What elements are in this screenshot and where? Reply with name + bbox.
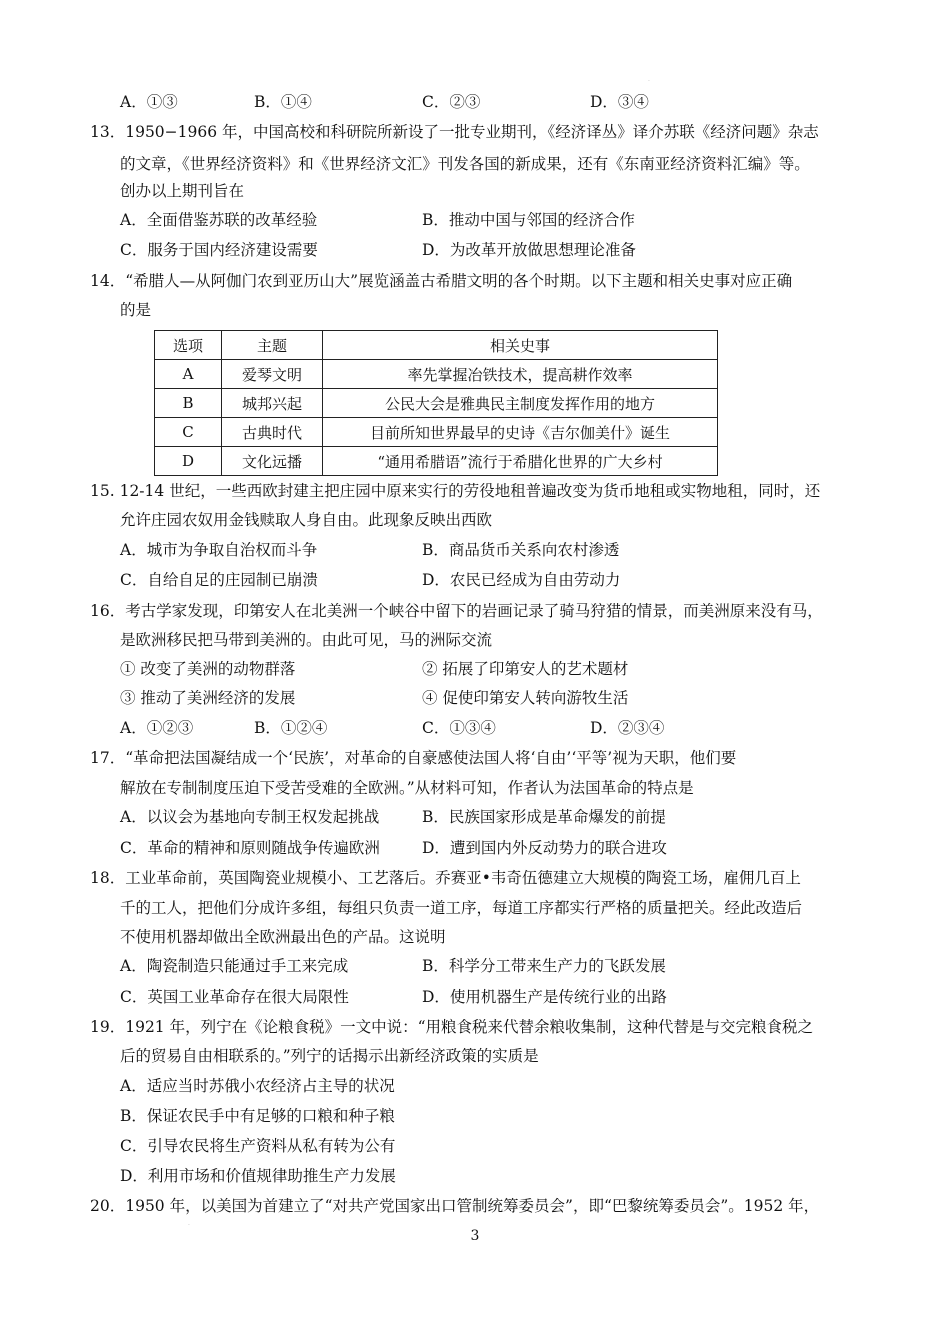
q15-option-a: A．城市为争取自治权而斗争 <box>120 541 318 559</box>
table-row <box>155 447 718 476</box>
q12-option-c: C．②③ <box>422 93 481 111</box>
q16-option-d: D．②③④ <box>590 719 665 737</box>
q13-stem-line: 13．1950−1966 年，中国高校和科研院所新设了一批专业期刊，《经济译丛》译介苏联《经济问题》杂志 <box>90 123 819 141</box>
q12-option-d: D．③④ <box>590 93 649 111</box>
table-cell: 公民大会是雅典民主制度发挥作用的地方 <box>323 389 718 418</box>
q15-stem-line: 允许庄园农奴用金钱赎取人身自由。此现象反映出西欧 <box>120 511 493 529</box>
table-cell: 城邦兴起 <box>222 389 323 418</box>
q18-option-b: B．科学分工带来生产力的飞跃发展 <box>422 957 666 975</box>
q17-option-d: D．遭到国内外反动势力的联合进攻 <box>422 839 667 857</box>
q15-option-d: D．农民已经成为自由劳动力 <box>422 571 621 589</box>
q16-item-4: ④ 促使印第安人转向游牧生活 <box>422 689 629 707</box>
table-cell: 目前所知世界最早的史诗《吉尔伽美什》诞生 <box>323 418 718 447</box>
table-header-row <box>155 331 718 360</box>
table-cell: A <box>155 360 222 389</box>
q13-option-a: A．全面借鉴苏联的改革经验 <box>120 211 318 229</box>
q18-stem-line: 18．工业革命前，英国陶瓷业规模小、工艺落后。乔赛亚•韦奇伍德建立大规模的陶瓷工场，雇佣几百上 <box>90 869 801 887</box>
table-row <box>155 418 718 447</box>
q17-option-a: A．以议会为基地向专制王权发起挑战 <box>120 808 380 826</box>
q16-item-1: ① 改变了美洲的动物群落 <box>120 660 296 678</box>
table-cell: B <box>155 389 222 418</box>
q19-option-b: B．保证农民手中有足够的口粮和种子粮 <box>120 1107 395 1125</box>
q17-option-b: B．民族国家形成是革命爆发的前提 <box>422 808 666 826</box>
table-row <box>155 360 718 389</box>
q16-item-2: ② 拓展了印第安人的艺术题材 <box>422 660 629 678</box>
q19-option-d: D．利用市场和价值规律助推生产力发展 <box>120 1167 396 1185</box>
q18-option-d: D．使用机器生产是传统行业的出路 <box>422 988 667 1006</box>
q16-stem-line: 16．考古学家发现，印第安人在北美洲一个峡谷中留下的岩画记录了骑马狩猎的情景，而美洲原来没有马， <box>90 602 823 620</box>
q16-option-a: A．①②③ <box>120 719 194 737</box>
q17-stem-line: 17．“革命把法国凝结成一个‘民族’，对革命的自豪感使法国人将‘自由’‘平等’视为天职，他们要 <box>90 749 737 767</box>
table-row <box>155 389 718 418</box>
q18-option-a: A．陶瓷制造只能通过手工来完成 <box>120 957 349 975</box>
q19-option-a: A．适应当时苏俄小农经济占主导的状况 <box>120 1077 395 1095</box>
table-cell: 文化远播 <box>222 447 323 476</box>
q17-stem-line: 解放在专制制度压迫下受苦受难的全欧洲。”从材料可知，作者认为法国革命的特点是 <box>120 779 694 797</box>
q16-item-3: ③ 推动了美洲经济的发展 <box>120 689 296 707</box>
table-header: 主题 <box>222 331 323 360</box>
q19-option-c: C．引导农民将生产资料从私有转为公有 <box>120 1137 396 1155</box>
q18-stem-line: 不使用机器却做出全欧洲最出色的产品。这说明 <box>120 928 446 946</box>
table-cell: 古典时代 <box>222 418 323 447</box>
table-cell: D <box>155 447 222 476</box>
table-cell: 爱琴文明 <box>222 360 323 389</box>
q18-option-c: C．英国工业革命存在很大局限性 <box>120 988 349 1006</box>
q20-stem-line: 20．1950 年，以美国为首建立了“对共产党国家出口管制统筹委员会”，即“巴黎统筹委员会”。1952 年， <box>90 1197 820 1215</box>
q13-option-c: C．服务于国内经济建设需要 <box>120 241 318 259</box>
q19-stem-line: 后的贸易自由相联系的。”列宁的话揭示出新经济政策的实质是 <box>120 1047 539 1065</box>
q16-option-b: B．①②④ <box>254 719 328 737</box>
q14-stem-line: 14．“希腊人—从阿伽门农到亚历山大”展览涵盖古希腊文明的各个时期。以下主题和相关史事对应正确 <box>90 272 793 290</box>
page-number: 3 <box>470 1228 480 1244</box>
q17-option-c: C．革命的精神和原则随战争传遍欧洲 <box>120 839 380 857</box>
scan-speck: · <box>648 78 650 85</box>
table-header: 相关史事 <box>323 331 718 360</box>
q13-stem-line: 创办以上期刊旨在 <box>120 182 245 200</box>
q14-stem-line: 的是 <box>120 301 152 319</box>
table-header: 选项 <box>155 331 222 360</box>
q12-option-a: A．①③ <box>120 93 178 111</box>
q16-stem-line: 是欧洲移民把马带到美洲的。由此可见，马的洲际交流 <box>120 631 493 649</box>
q19-stem-line: 19．1921 年，列宁在《论粮食税》一文中说：“用粮食税来代替余粮收集制，这种代替是与交完粮食税之 <box>90 1018 814 1036</box>
q15-option-b: B．商品货币关系向农村渗透 <box>422 541 620 559</box>
table-cell: “通用希腊语”流行于希腊化世界的广大乡村 <box>323 447 718 476</box>
q15-stem-line: 15. 12-14 世纪，一些西欧封建主把庄园中原来实行的劳役地租普遍改变为货币地租或实物地租，同时，还 <box>90 482 821 500</box>
table-cell: 率先掌握冶铁技术，提高耕作效率 <box>323 360 718 389</box>
q18-stem-line: 千的工人，把他们分成许多组，每组只负责一道工序，每道工序都实行严格的质量把关。经此改造后 <box>120 899 803 917</box>
q12-option-b: B．①④ <box>254 93 312 111</box>
q13-stem-line: 的文章，《世界经济资料》和《世界经济文汇》刊发各国的新成果，还有《东南亚经济资料汇编》等。 <box>120 155 810 173</box>
q14-table <box>154 330 718 476</box>
q15-option-c: C．自给自足的庄园制已崩溃 <box>120 571 318 589</box>
table-cell: C <box>155 418 222 447</box>
q16-option-c: C．①③④ <box>422 719 496 737</box>
q13-option-b: B．推动中国与邻国的经济合作 <box>422 211 635 229</box>
q13-option-d: D．为改革开放做思想理论准备 <box>422 241 636 259</box>
scan-speck: · <box>188 1222 190 1229</box>
